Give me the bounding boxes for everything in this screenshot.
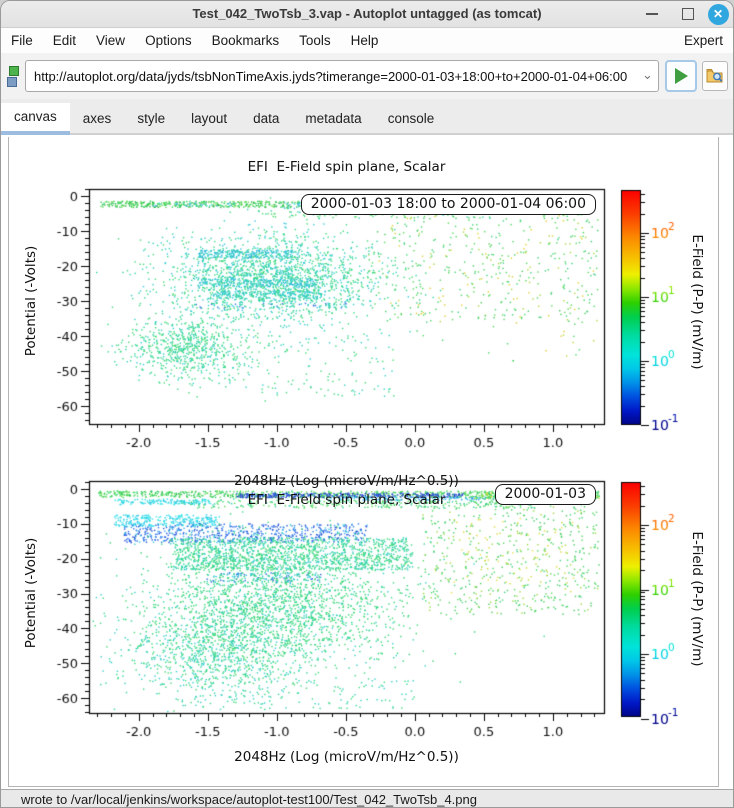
plot2-y-axis-label: Potential (-Volts): [23, 537, 39, 649]
plot1-colorbar-label: E-Field (P-P) (mV/m): [689, 234, 705, 370]
plot2-x-axis-label: 2048Hz (Log (microV/m/Hz^0.5)): [234, 749, 459, 765]
plots-canvas[interactable]: [1, 1, 734, 808]
plot1-timerange-annotation[interactable]: 2000-01-03 18:00 to 2000-01-04 06:00: [301, 194, 596, 215]
plot1-x-axis-label: 2048Hz (Log (microV/m/Hz^0.5)): [234, 473, 459, 489]
plot1-title: EFI E-Field spin plane, Scalar: [247, 159, 446, 175]
plot2-title: EFI E-Field spin plane, Scalar: [247, 492, 446, 508]
plot2-colorbar-label: E-Field (P-P) (mV/m): [689, 531, 705, 667]
plot2-date-annotation[interactable]: 2000-01-03: [495, 484, 596, 505]
plot1-y-axis-label: Potential (-Volts): [23, 245, 39, 357]
